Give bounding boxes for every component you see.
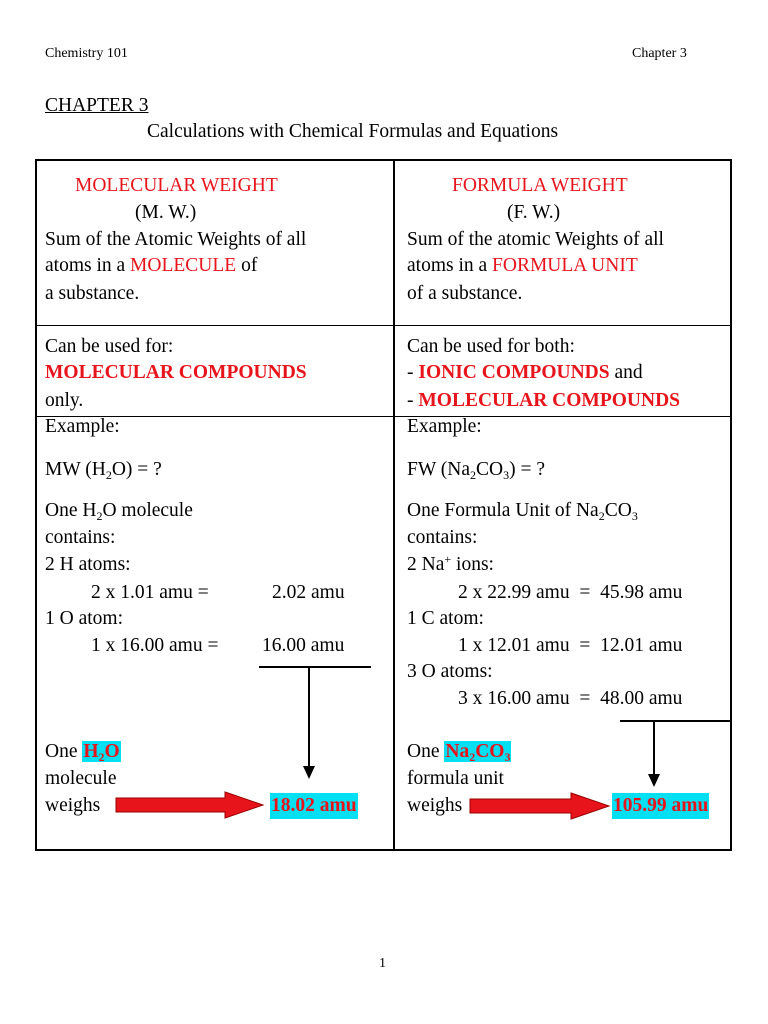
fw-result-line2: formula unit xyxy=(407,768,504,789)
chapter-header: Chapter 3 xyxy=(632,46,687,61)
mw-h-calc: 2 x 1.01 amu = xyxy=(91,582,209,603)
mw-definition-line1: Sum of the Atomic Weights of all xyxy=(45,229,307,250)
mw-result-line1: One $H_2O$ xyxy=(45,741,120,764)
fw-c-calc: 1 x 12.01 amu = 12.01 amu xyxy=(458,635,683,656)
fw-example-label: Example: xyxy=(407,416,482,437)
fw-usage-ionic: - IONIC COMPOUNDS and xyxy=(407,362,643,383)
fw-formula-unit-line: One Formula Unit of $Na_2CO_3$ xyxy=(407,500,638,523)
mw-usage-line1: Can be used for: xyxy=(45,336,174,357)
page-subtitle: Calculations with Chemical Formulas and Equations xyxy=(147,121,559,142)
fw-usage-molecular: - MOLECULAR COMPOUNDS xyxy=(407,390,680,411)
fw-o-calc: 3 x 16.00 amu = 48.00 amu xyxy=(458,688,683,709)
mw-usage-molecular-compounds: MOLECULAR COMPOUNDS xyxy=(45,362,307,383)
fw-na-ions: 2 Na+ ions: xyxy=(407,552,494,575)
mw-molecule-line: One $H_2O$ molecule xyxy=(45,500,193,523)
mw-o-calc: 1 x 16.00 amu = xyxy=(91,635,219,656)
mw-definition-line2: atoms in a MOLECULE of xyxy=(45,255,258,276)
fw-definition-line2: atoms in a FORMULA UNIT xyxy=(407,255,638,276)
page-number: 1 xyxy=(379,956,386,971)
mw-abbr: (M. W.) xyxy=(135,202,197,223)
mw-h-value: 2.02 amu xyxy=(272,582,345,603)
course-header: Chemistry 101 xyxy=(45,46,128,61)
formula-weight-heading: FORMULA WEIGHT xyxy=(452,175,628,196)
mw-usage-line3: only. xyxy=(45,390,84,411)
fw-question: FW $(Na_2CO_3)$ = ? xyxy=(407,459,546,482)
fw-result-arrow xyxy=(470,793,609,819)
mw-h-atoms: 2 H atoms: xyxy=(45,554,131,575)
fw-usage-line1: Can be used for both: xyxy=(407,336,575,357)
mw-result-line2: molecule xyxy=(45,768,117,789)
fw-definition-line1: Sum of the atomic Weights of all xyxy=(407,229,664,250)
fw-result-line1: One $Na_2CO_3$ xyxy=(407,741,511,764)
fw-abbr: (F. W.) xyxy=(507,202,561,223)
mw-o-atom: 1 O atom: xyxy=(45,608,123,629)
fw-result-line3: weighs xyxy=(407,795,463,816)
mw-contains: contains: xyxy=(45,527,116,548)
fw-na-calc: 2 x 22.99 amu = 45.98 amu xyxy=(458,582,683,603)
fw-o-atoms: 3 O atoms: xyxy=(407,661,493,682)
chapter-title: CHAPTER 3 xyxy=(45,95,149,116)
mw-result-value: 18.02 amu xyxy=(270,793,358,819)
fw-result-value: 105.99 amu xyxy=(612,793,709,819)
fw-c-atom: 1 C atom: xyxy=(407,608,484,629)
mw-question: MW $(H_2O)$ = ? xyxy=(45,459,162,482)
mw-definition-line3: a substance. xyxy=(45,283,140,304)
mw-example-label: Example: xyxy=(45,416,120,437)
fw-definition-line3: of a substance. xyxy=(407,283,523,304)
mw-result-arrow xyxy=(116,792,263,818)
molecular-weight-heading: MOLECULAR WEIGHT xyxy=(75,175,278,196)
mw-o-value: 16.00 amu xyxy=(262,635,345,656)
mw-down-arrow-head xyxy=(303,766,315,779)
fw-contains: contains: xyxy=(407,527,478,548)
fw-down-arrow-head xyxy=(648,774,660,787)
mw-result-line3: weighs xyxy=(45,795,101,816)
